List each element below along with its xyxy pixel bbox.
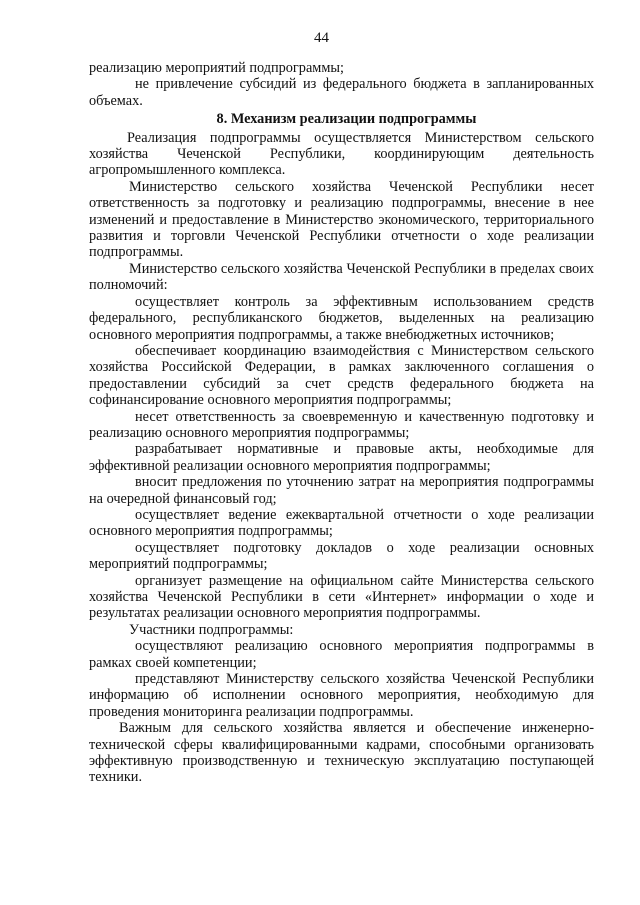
paragraph: реализацию мероприятий подпрограммы; [89, 60, 344, 76]
page-number: 44 [314, 30, 329, 46]
paragraph: Важным для сельского хозяйства является и обеспечение инженерно-технической сферы квалифицированными кадрами, способными организовать эффективную производственную и техническую эксплуатацию поступающей техники. [89, 720, 594, 786]
section-heading: 8. Механизм реализации подпрограммы [216, 111, 477, 128]
paragraph: разрабатывает нормативные и правовые акты, необходимые для эффективной реализации основного мероприятия подпрограммы; [89, 441, 594, 474]
paragraph: обеспечивает координацию взаимодействия с Министерством сельского хозяйства Российской Федерации, в рамках заключенного соглашения о предоставлении субсидий за счет средств федерального бюджета на софинансирование основного мероприятия подпрограммы; [89, 342, 594, 409]
paragraph: Министерство сельского хозяйства Чеченской Республики несет ответственность за подготовку и реализацию подпрограммы, внесение в нее изменений и предоставление в Министерство экономического, территориального развития и торговли Чеченской Республики отчетности о ходе реализации подпрограммы. [89, 178, 594, 261]
paragraph: не привлечение субсидий из федерального бюджета в запланированных объемах. [89, 76, 594, 109]
paragraph: Министерство сельского хозяйства Чеченской Республики в пределах своих полномочий: [89, 260, 594, 294]
paragraph: вносит предложения по уточнению затрат на мероприятия подпрограммы на очередной финансовый год; [89, 474, 594, 507]
document-body [89, 60, 594, 786]
paragraph: организует размещение на официальном сайте Министерства сельского хозяйства Чеченской Республики в сети «Интернет» информации о ходе и результатах реализации основного мероприятия подпрограммы. [89, 572, 594, 622]
paragraph: осуществляет ведение ежеквартальной отчетности о ходе реализации основного мероприятия подпрограммы; [89, 506, 594, 540]
paragraph: представляют Министерству сельского хозяйства Чеченской Республики информацию об исполнении основного мероприятия, необходимую для проведения мониторинга реализации подпрограммы. [89, 671, 594, 720]
paragraph: Реализация подпрограммы осуществляется Министерством сельского хозяйства Чеченской Республики, координирующим деятельность агропромышленного комплекса. [89, 129, 594, 179]
paragraph: несет ответственность за своевременную и качественную подготовку и реализацию основного мероприятия подпрограммы; [89, 408, 594, 441]
paragraph: осуществляет контроль за эффективным использованием средств федерального, республиканского бюджетов, выделенных на реализацию основного мероприятия подпрограммы, а также внебюджетных источников; [89, 293, 594, 343]
paragraph: осуществляют реализацию основного мероприятия подпрограммы в рамках своей компетенции; [89, 638, 594, 671]
paragraph: осуществляет подготовку докладов о ходе реализации основных мероприятий подпрограммы; [89, 539, 594, 573]
paragraph: Участники подпрограммы: [129, 621, 294, 638]
